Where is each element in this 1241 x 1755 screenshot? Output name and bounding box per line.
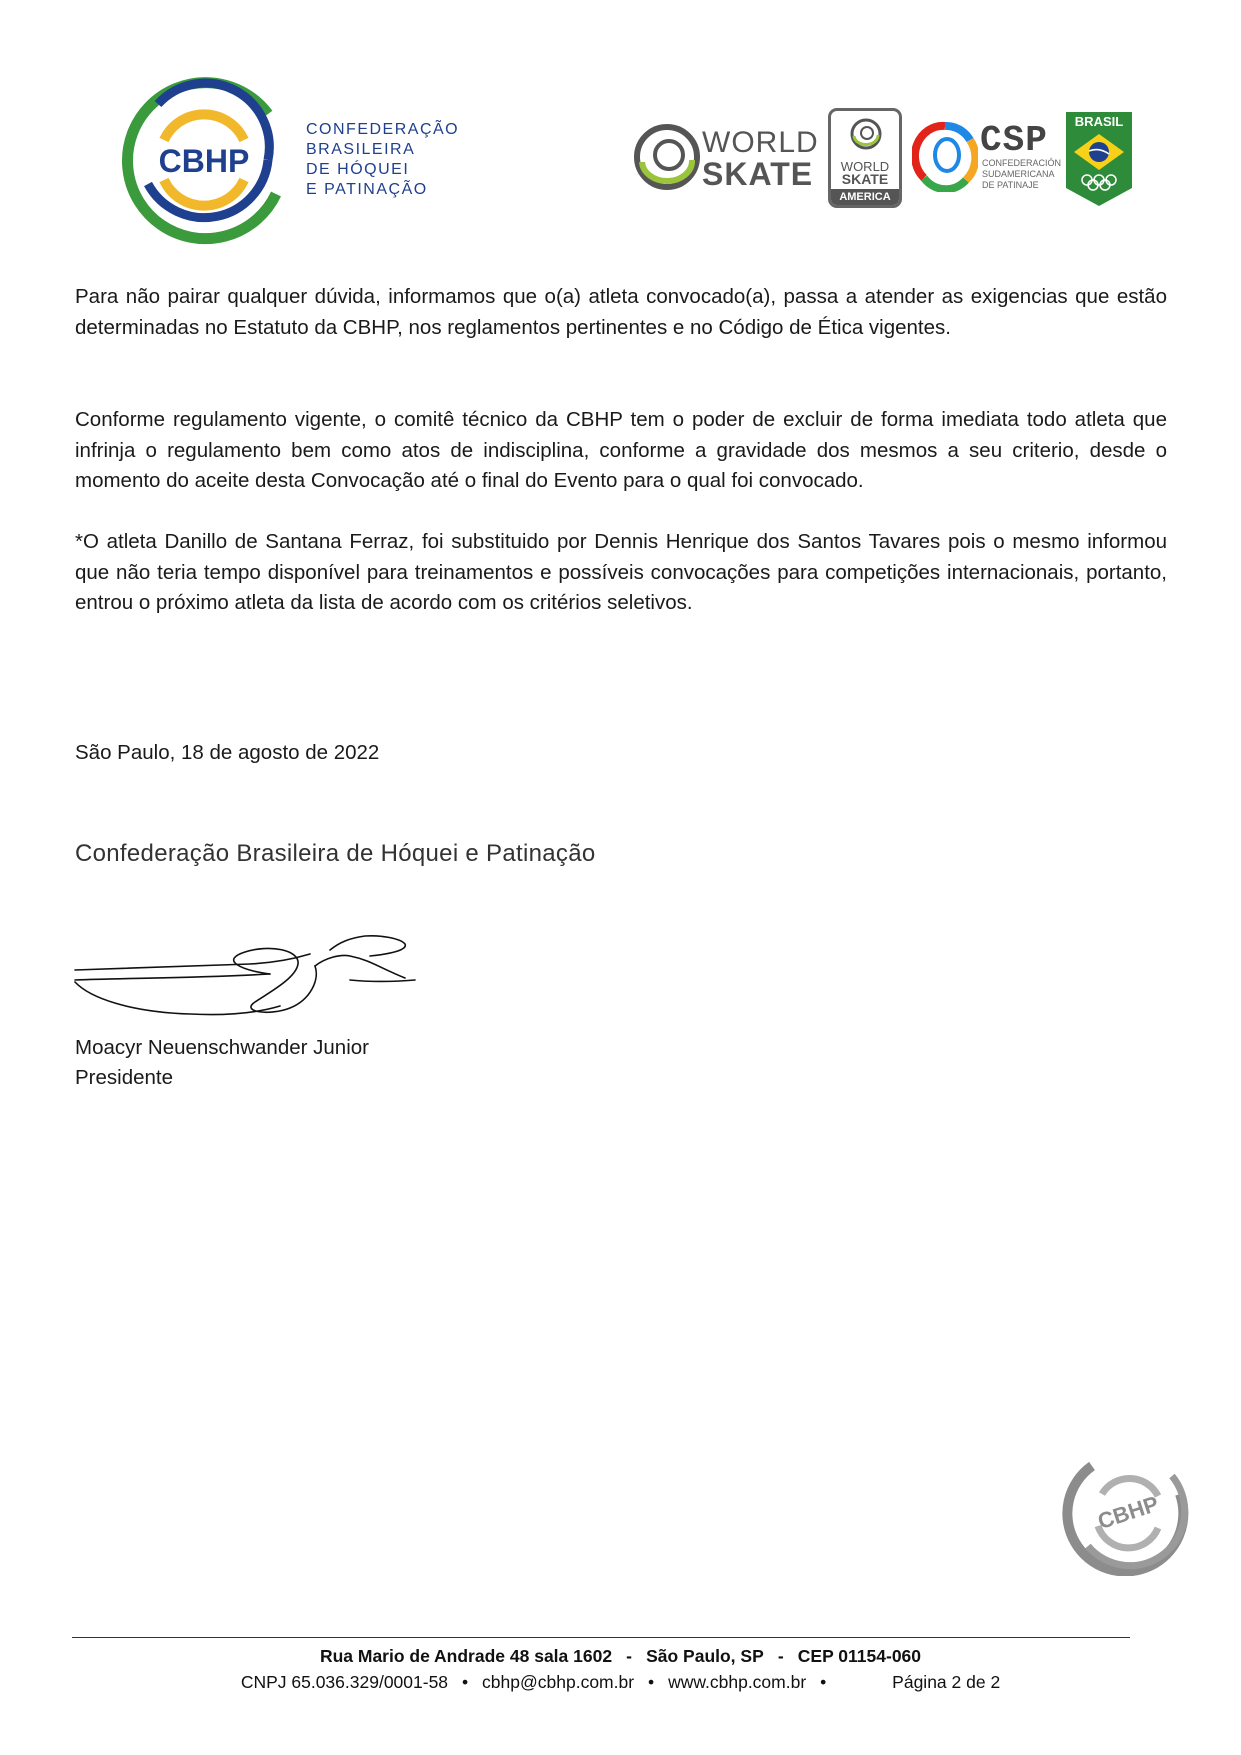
- cbhp-name-line: BRASILEIRA: [306, 141, 416, 158]
- csp-subtitle: [982, 158, 1061, 191]
- world-skate-word: SKATE: [702, 156, 814, 192]
- csp-subtitle-line: CONFEDERACIÓN: [982, 158, 1062, 168]
- signer-name: Moacyr Neuenschwander Junior: [75, 1036, 369, 1059]
- cbhp-stamp-logo: [1062, 1446, 1192, 1576]
- organization-name: Confederação Brasileira de Hóquei e Patinação: [75, 840, 596, 867]
- footer-contact-line: [0, 1670, 1241, 1694]
- cbhp-logo-text: CBHP: [158, 143, 250, 179]
- world-skate-america-logo: [828, 108, 902, 208]
- paragraph-substitution-note: *O atleta Danillo de Santana Ferraz, foi substituido por Dennis Henrique dos Santos Tavares pois o mesmo informou que não teria tempo disponível para treinamentos e possíveis convocações para competições internacionais, portanto, entrou o próximo atleta da lista de acordo com os critérios seletivos.: [75, 530, 1167, 614]
- csp-title: CSP: [980, 120, 1048, 161]
- cbhp-name-line: CONFEDERAÇÃO: [306, 121, 460, 138]
- footer-address: Rua Mario de Andrade 48 sala 1602: [319, 1646, 613, 1666]
- footer-cnpj: CNPJ 65.036.329/0001-58: [240, 1672, 449, 1692]
- csp-ring-icon: [912, 118, 978, 192]
- cbhp-name-block: [306, 120, 459, 200]
- footer-bullet: •: [647, 1672, 655, 1692]
- csp-subtitle-line: DE PATINAJE: [982, 180, 1039, 190]
- date-line: São Paulo, 18 de agosto de 2022: [75, 741, 380, 764]
- wsa-word: WORLD: [840, 159, 890, 174]
- footer-email: cbhp@cbhp.com.br: [482, 1672, 635, 1692]
- wsa-word: AMERICA: [831, 189, 899, 205]
- paragraph-obligations: Para não pairar qualquer dúvida, informamos que o(a) atleta convocado(a), passa a atender as exigencias que estão determinadas no Estatuto da CBHP, nos reglamentos pertinentes e no Código de Ética vigentes.: [75, 285, 1167, 339]
- signer-title: Presidente: [75, 1066, 174, 1089]
- footer-city: São Paulo, SP: [646, 1646, 764, 1666]
- footer-bullet: •: [461, 1672, 469, 1692]
- footer-website: www.cbhp.com.br: [668, 1672, 807, 1692]
- cbhp-name-line: DE HÓQUEI: [306, 161, 410, 178]
- footer-bullet: •: [820, 1672, 827, 1692]
- world-skate-logo: [632, 120, 819, 196]
- paragraph-regulation: Conforme regulamento vigente, o comitê técnico da CBHP tem o poder de excluir de forma imediata todo atleta que infrinja o regulamento bem como atos de indisciplina, conforme a gravidade dos mesmos a seu criterio, desde o momento do aceite desta Convocação até o final do Evento para o qual foi convocado.: [75, 408, 1167, 492]
- stamp-text: CBHP: [1094, 1490, 1162, 1534]
- handwritten-signature: [70, 930, 420, 1020]
- footer-cep: CEP 01154-060: [797, 1646, 922, 1666]
- csp-subtitle-line: SUDAMERICANA: [982, 169, 1055, 179]
- footer-address-line: [0, 1644, 1241, 1668]
- cbhp-name-line: E PATINAÇÃO: [306, 181, 428, 198]
- footer-dash: -: [777, 1646, 784, 1666]
- footer-page-number: Página 2 de 2: [892, 1672, 1001, 1692]
- brasil-olympic-logo: [1064, 110, 1134, 208]
- world-skate-america-swirl-icon: [849, 117, 883, 151]
- footer-dash: -: [626, 1646, 632, 1666]
- brasil-text: BRASIL: [1074, 114, 1124, 129]
- cbhp-logo: [118, 74, 290, 246]
- csp-logo: [912, 116, 1062, 196]
- world-skate-swirl-icon: [632, 122, 702, 192]
- footer-divider: [72, 1637, 1130, 1638]
- world-skate-word: WORLD: [702, 126, 819, 159]
- wsa-word: SKATE: [841, 171, 889, 187]
